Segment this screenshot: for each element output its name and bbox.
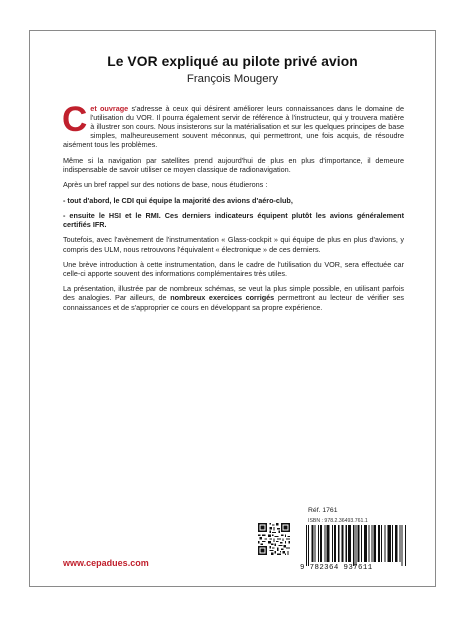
presentation-text-a: La présentation, illustrée par de nombreux schémas, se veut la plus simple possible, en utilisant parfois des analogies. Par ailleurs, de xyxy=(63,284,404,303)
paragraph-introduction: Une brève introduction à cette instrumentation, dans le cadre de l'utilisation du VOR, sera effectuée car celle-ci apporte souvent des informations complémentaires très utiles. xyxy=(63,259,404,278)
intro-text: s'adresse à ceux qui désirent améliorer leurs connaissances dans le domaine de l'utilisation du VOR. Il pourra également servir de référence à l'instructeur, qui y trouvera matière à illustrer son cours. Nous insisterons sur la matérialisation et sur les quelques principes de base simples, malheureusement souvent méconnus, qui permettront, une fois acquis, de résoudre aisément tous les problèmes. xyxy=(63,104,404,150)
paragraph-cdi xyxy=(63,196,404,205)
barcode-icon xyxy=(306,525,408,566)
qr-code-icon xyxy=(258,523,290,555)
intro-lead: et ouvrage xyxy=(90,104,129,113)
publisher-website: www.cepadues.com xyxy=(63,558,149,568)
book-title: Le VOR expliqué au pilote privé avion xyxy=(107,54,358,69)
paragraph-satellites: Même si la navigation par satellites prend aujourd'hui de plus en plus d'importance, il demeure indispensable de savoir utiliser ce moyen classique de radionavigation. xyxy=(63,155,404,174)
paragraph-hsi-rmi xyxy=(63,211,404,229)
back-cover xyxy=(29,30,436,587)
book-author: François Mougery xyxy=(186,73,279,85)
drop-cap: C xyxy=(62,100,88,139)
exercises-emphasis: nombreux exercices corrigés xyxy=(170,293,275,303)
paragraph-intro xyxy=(62,100,404,150)
paragraph-glass-cockpit: Toutefois, avec l'avènement de l'instrumentation « Glass-cockpit » qui équipe de plus en plus d'avions, y compris des ULM, nous retrouvons l'équivalent « électronique » de ces derniers. xyxy=(63,235,404,254)
paragraph-study-intro: Après un bref rappel sur des notions de base, nous étudierons : xyxy=(63,180,268,190)
barcode-digits: 9 782364 937611 xyxy=(300,564,373,572)
reference-number: Réf. 1761 xyxy=(308,507,338,514)
isbn-number: ISBN : 978.2.36493.761.1 xyxy=(308,518,368,524)
cdi-text: - tout d'abord, le CDI qui équipe la majorité des avions d'aéro-club, xyxy=(63,195,293,205)
paragraph-presentation xyxy=(63,284,404,311)
presentation-text-b: permettront au lecteur de vérifier ses connaissances et de s'approprier ce cours en développant sa propre expérience. xyxy=(63,293,404,312)
blurb xyxy=(62,100,404,318)
hsi-rmi-text: - ensuite le HSI et le RMI. Ces derniers indicateurs équipent plutôt les avions généralement certifiés IFR. xyxy=(63,210,404,230)
